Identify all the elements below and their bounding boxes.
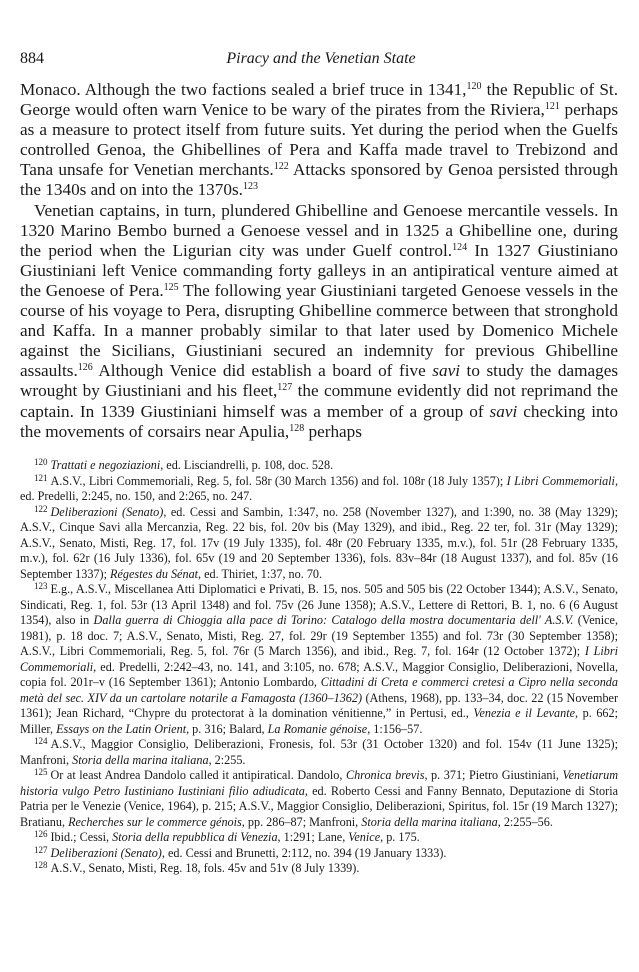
italic-title: Dalla guerra di Chioggia alla pace di Torino: Catalogo della mostra documentaria dell' A.S.V. [93, 613, 574, 627]
footnote-125 [20, 768, 618, 830]
text-run: , ed. Predelli, 2:242–43, no. 141, and 3:105, no. 678; A.S.V., Maggior Consiglio, Deliberazioni, Novella, copia fol. 201r–v (16 September 1361); Antonio Lombardo, [20, 659, 618, 689]
text-run: In 1327 Giustiniano Giustiniani left Venice commanding forty galleys in an antipiratical venture aimed at the Genoese of Pera. [20, 240, 618, 300]
italic-title: La Romanie génoise [267, 721, 368, 736]
text-run: Although Venice did establish a board of five [92, 361, 433, 381]
text-run: , 2:255. [208, 752, 246, 767]
italic-title: Cittadini di Creta e commerci cretesi a Cipro nella seconda metà del sec. XIV da un cartolare notarile a Famagosta (1360–1362) [20, 675, 618, 705]
text-run: , 1:291; Lane, [277, 830, 349, 844]
footnote-number: 123 [34, 581, 48, 591]
italic-title: Deliberazioni (Senato) [50, 845, 162, 860]
italic-title: Storia della marina italiana [72, 752, 209, 767]
footnote-128 [20, 861, 618, 877]
footnote-number: 125 [34, 767, 48, 777]
footnote-ref-128[interactable]: 128 [289, 422, 305, 434]
footnote-ref-120[interactable]: 120 [466, 81, 482, 92]
footnote-number: 124 [34, 736, 48, 746]
text-run: , ed. Cessi and Sambin, 1:347, no. 258 (November 1327), and 1:390, no. 38 (May 1329); A.S.V., Cinque Savi alla Mercanzia, Reg. 22 bis, fol. 20v bis (May 1329), and ibid., Reg. 22 ter, fol. 31r (May 1329); A.S.V., Senato, Misti, Reg. 17, fol. 17v (19 July 1335), fol. 48r (20 February 1335, m.v.), fol. 51r (28 February 1335, m.v.), fol. 62r (16 July 1336), fol. 65v (19 and 20 September 1336), fols. 83v–84r (18 August 1337), and fol. 85v (16 September 1337); [20, 504, 618, 581]
text-run: to study the damages wrought by Giustiniani and his fleet, [20, 361, 619, 401]
text-run: A.S.V., Libri Commemoriali, Reg. 5, fol. 58r (30 March 1356) and fol. 108r (18 July 1357); [50, 473, 507, 488]
text-run: A.S.V., Senato, Misti, Reg. 18, fols. 45v and 51v (8 July 1339). [50, 861, 360, 875]
footnote-126 [20, 830, 618, 846]
text-run: , ed. Roberto Cessi and Fanny Bennato, Deputazione di Storia Patria per le Venezie (Venice, 1964), p. 215; A.S.V., Maggior Consiglio, Deliberazioni, Spiritus, fol. 15r (19 March 1327); Bratianu, [20, 783, 618, 829]
text-run: , 2:255–56. [497, 814, 553, 829]
footnote-ref-124[interactable]: 124 [452, 241, 468, 253]
footnote-122 [20, 505, 618, 583]
running-title: Piracy and the Venetian State [226, 50, 416, 67]
paragraph-1 [20, 80, 618, 201]
footnote-ref-122[interactable]: 122 [273, 161, 289, 173]
text-run: checking into the movements of corsairs near Apulia, [20, 401, 618, 441]
text-run: Or at least Andrea Dandolo called it antipiratical. Dandolo, [50, 768, 346, 782]
footnote-ref-121[interactable]: 121 [544, 101, 560, 113]
text-run: perhaps as a measure to protect itself from future suits. Yet during the period when the Guelfs controlled Genoa, the Ghibellines of Pera and Kaffa made travel to Trebizond and Tana unsafe for Venetian merchants. [20, 100, 619, 180]
footnote-124 [20, 737, 618, 768]
text-run: A.S.V., Maggior Consiglio, Deliberazioni, Fronesis, fol. 53r (31 October 1320) and fol. 154v (11 June 1325); Manfroni, [20, 737, 618, 767]
main-text [20, 80, 618, 442]
footnote-121 [20, 474, 618, 505]
footnote-127 [20, 846, 618, 862]
italic-title: Chronica brevis [345, 768, 425, 782]
footnote-number: 122 [34, 503, 48, 514]
footnote-ref-127[interactable]: 127 [277, 382, 293, 394]
text-run: (Venice, 1981), p. 18 doc. 7; A.S.V., Senato, Misti, Reg. 27, fol. 29r (19 September 1355) and fol. 73r (30 September 1358); A.S.V., Libri Commemoriali, Reg. 5, fol. 76r (5 March 1356), and ibid., Reg. 7, fol. 164r (12 October 1372); [20, 613, 619, 658]
text-run: , p. 316; Balard, [186, 721, 268, 736]
italic-title: I Libri Commemoriali [20, 644, 618, 674]
footnote-number: 126 [34, 829, 48, 839]
text-run: the Republic of St. George would often warn Venice to be wary of the pirates from the Riviera, [20, 80, 618, 120]
text-run: the commune evidently did not reprimand the captain. In 1339 Giustiniani himself was a member of a group of [20, 381, 618, 421]
italic-title: Essays on the Latin Orient [56, 721, 187, 736]
footnote-number: 127 [34, 844, 48, 855]
footnote-123 [20, 582, 618, 737]
text-run: , p. 371; Pietro Giustiniani, [424, 768, 563, 782]
footnote-number: 128 [34, 860, 48, 870]
italic-title: Venetiarum historia vulgo Petro Iustiniano Iustiniani filio adiudicata [20, 768, 618, 798]
text-run: Monaco. Although the two factions sealed a brief truce in 1341, [20, 80, 467, 99]
text-run: , pp. 286–87; Manfroni, [241, 814, 362, 829]
italic-title: Recherches sur le commerce génois [68, 814, 242, 829]
footnote-number: 120 [34, 457, 48, 467]
italic-term: savi [489, 401, 518, 421]
footnote-120 [20, 458, 618, 474]
italic-title: Storia della marina italiana [361, 814, 498, 829]
text-run: , p. 175. [380, 830, 420, 844]
text-run: , ed. Predelli, 2:245, no. 150, and 2:265, no. 247. [20, 473, 618, 503]
text-run: , ed. Lisciandrelli, p. 108, doc. 528. [160, 458, 334, 472]
text-run: E.g., A.S.V., Miscellanea Atti Diplomatici e Privati, B. 15, nos. 505 and 505 bis (22 October 1344); A.S.V., Senato, Sindicati, Reg. 1, fol. 53r (13 April 1348) and fol. 75v (26 June 1358); A.S.V., Lettere di Rettori, B. 1, no. 6 (6 August 1354), also in [20, 582, 618, 627]
italic-term: savi [432, 361, 460, 381]
footnotes [20, 458, 618, 877]
text-run: , ed. Thiriet, 1:37, no. 70. [198, 566, 323, 581]
footnote-ref-125[interactable]: 125 [163, 281, 179, 293]
paragraph-2 [20, 201, 618, 442]
running-header [20, 50, 622, 72]
italic-title: Deliberazioni (Senato) [50, 504, 164, 519]
text-run: (Athens, 1968), pp. 133–34, doc. 22 (15 November 1361); Jean Richard, “Chypre du protectorat à la domination vénitienne,” in Pertusi, ed., [20, 690, 619, 720]
page-number: 884 [20, 50, 44, 67]
text-run: Ibid.; Cessi, [50, 830, 113, 844]
text-run: , ed. Cessi and Brunetti, 2:112, no. 394 (19 January 1333). [161, 845, 447, 860]
italic-title: I Libri Commemoriali [506, 473, 615, 488]
text-run: perhaps [304, 421, 362, 441]
footnote-ref-126[interactable]: 126 [77, 362, 93, 374]
text-run: , p. 662; Miller, [20, 706, 618, 736]
text-run: , 1:156–57. [367, 721, 423, 736]
italic-title: Venezia e il Levante [473, 706, 576, 720]
italic-title: Venice [348, 830, 381, 844]
footnote-ref-123[interactable]: 123 [242, 181, 258, 193]
italic-title: Trattati e negoziazioni [50, 458, 161, 472]
footnote-number: 121 [34, 472, 48, 483]
text-run: Venetian captains, in turn, plundered Ghibelline and Genoese mercantile vessels. In 1320 Marino Bembo burned a Genoese vessel and in 1325 a Ghibelline one, during the period when the Ligurian city was under Guelf control. [20, 200, 618, 260]
italic-title: Storia della repubblica di Venezia [112, 830, 278, 844]
text-run: The following year Giustiniani targeted Genoese vessels in the course of his voyage to Pera, disrupting Ghibelline commerce between that stronghold and Kaffa. In a manner probably similar to that later used by Domenico Michele against the Sicilians, Giustiniani secured an indemnity for previous Ghibelline assaults. [20, 280, 618, 381]
italic-title: Régestes du Sénat [110, 566, 199, 581]
text-run: Attacks sponsored by Genoa persisted through the 1340s and on into the 1370s. [20, 160, 618, 200]
